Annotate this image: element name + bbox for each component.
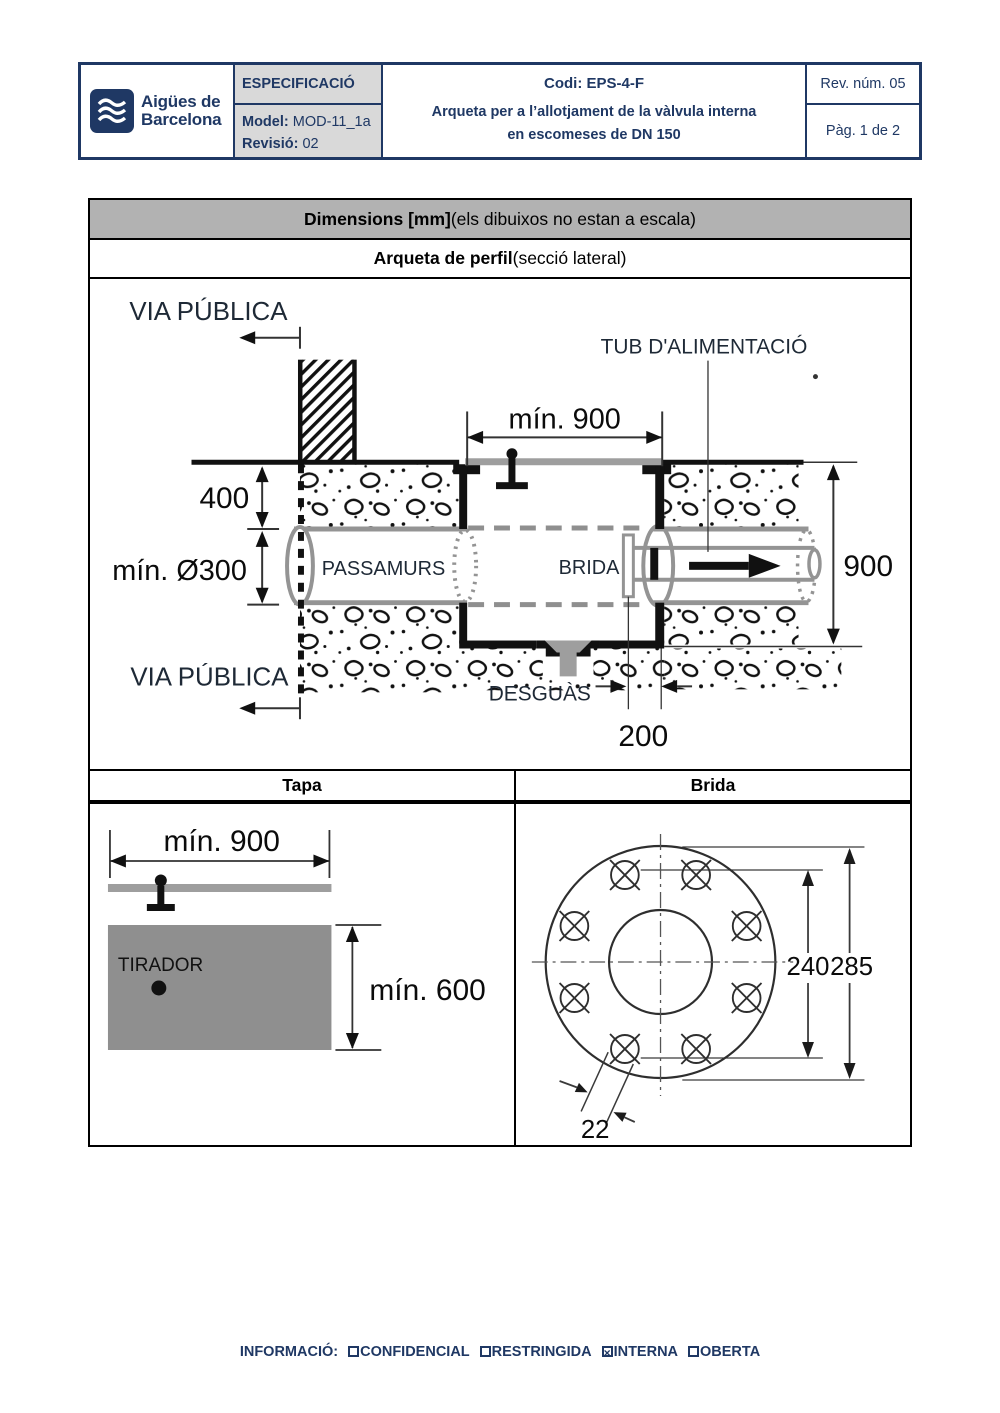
valve-connector (650, 548, 658, 580)
title-cell (383, 65, 805, 157)
passamurs-label: PASSAMURS (321, 557, 446, 580)
tapa-top-view (108, 925, 331, 1050)
dim-900: 900 (843, 549, 894, 583)
dim-240: 240 (786, 952, 830, 982)
tapa-drawing-svg (90, 804, 516, 1145)
brida-header: Brida (690, 775, 736, 795)
tapa-handle-icon (147, 875, 175, 912)
page-number: Pàg. 1 de 2 (825, 123, 901, 139)
flange-shape (623, 535, 633, 597)
profile-drawing (90, 279, 910, 771)
tirador-label: TIRADOR (117, 954, 204, 977)
option-oberta: OBERTA (688, 1344, 760, 1360)
drawing-table (88, 198, 912, 1147)
tapa-min-600-dim: mín. 600 (369, 973, 486, 1008)
tirador-dot (151, 981, 166, 996)
revisio-row: Revisió: 02 (242, 136, 319, 153)
dim-200: 200 (618, 720, 669, 754)
footer-label: INFORMACIÓ: (239, 1344, 339, 1360)
stray-dot (813, 374, 818, 379)
option-confidencial: CONFIDENCIAL (348, 1344, 470, 1360)
drain (537, 641, 600, 679)
dimensions-header (90, 200, 910, 240)
document-title-line1: Arqueta per a l’allotjament de la vàlvula interna (431, 104, 757, 120)
document-title-line2: en escomeses de DN 150 (507, 127, 681, 143)
waves-logo-icon (90, 89, 134, 133)
logo (81, 65, 233, 157)
tapa-min-900-dim: mín. 900 (163, 824, 280, 859)
header-table (78, 62, 922, 160)
dimensions-title: Dimensions [mm] (304, 208, 451, 229)
dim-285: 285 (830, 952, 874, 982)
dim-400: 400 (199, 482, 250, 516)
especificacio-label: ESPECIFICACIÓ (235, 65, 381, 105)
checkbox-confidencial (348, 1346, 359, 1357)
brida-drawing (516, 804, 910, 1145)
logo-line2: Barcelona (141, 110, 222, 129)
revision-cell (805, 65, 919, 157)
profile-drawing-svg (90, 279, 910, 771)
via-publica-bottom-label: VIA PÚBLICA (130, 663, 289, 692)
centerlines (532, 834, 793, 1096)
sub-section-headers (90, 771, 910, 804)
dimensions-subtitle: (els dibuixos no estan a escala) (450, 208, 696, 229)
checkbox-oberta (688, 1346, 699, 1357)
tapa-drawing (90, 804, 516, 1145)
tub-alimentacio-label: TUB D'ALIMENTACIÓ (600, 335, 808, 359)
profile-section-header: Arqueta de perfil (secció lateral) (90, 240, 910, 279)
tapa-side-view (108, 884, 331, 892)
feed-pipe (633, 526, 820, 606)
brida-drawing-svg (516, 804, 908, 1145)
tapa-header: Tapa (90, 771, 516, 800)
rev-number: Rev. núm. 05 (807, 65, 919, 105)
document-code: Codi: EPS-4-F (544, 75, 644, 92)
dim-22: 22 (580, 1115, 610, 1145)
option-interna: × INTERNA (603, 1344, 679, 1360)
checkbox-restringida (480, 1346, 491, 1357)
desguas-label: DESGUÀS (488, 682, 591, 706)
checkbox-interna-checked: × (603, 1346, 611, 1357)
logo-line1: Aigües de (141, 92, 221, 111)
classification-footer (0, 1344, 1000, 1360)
building-wall-hatch (298, 360, 357, 465)
specification-cell (233, 65, 383, 157)
model-row: Model: MOD-11_1a (242, 113, 371, 130)
option-restringida: RESTRINGIDA (480, 1344, 592, 1360)
min-o300-dim: mín. Ø300 (112, 554, 247, 587)
logo-text (141, 93, 221, 129)
brida-label: BRIDA (558, 556, 620, 579)
min-900-dim: mín. 900 (508, 403, 621, 436)
via-publica-top-label: VIA PÚBLICA (129, 297, 288, 326)
